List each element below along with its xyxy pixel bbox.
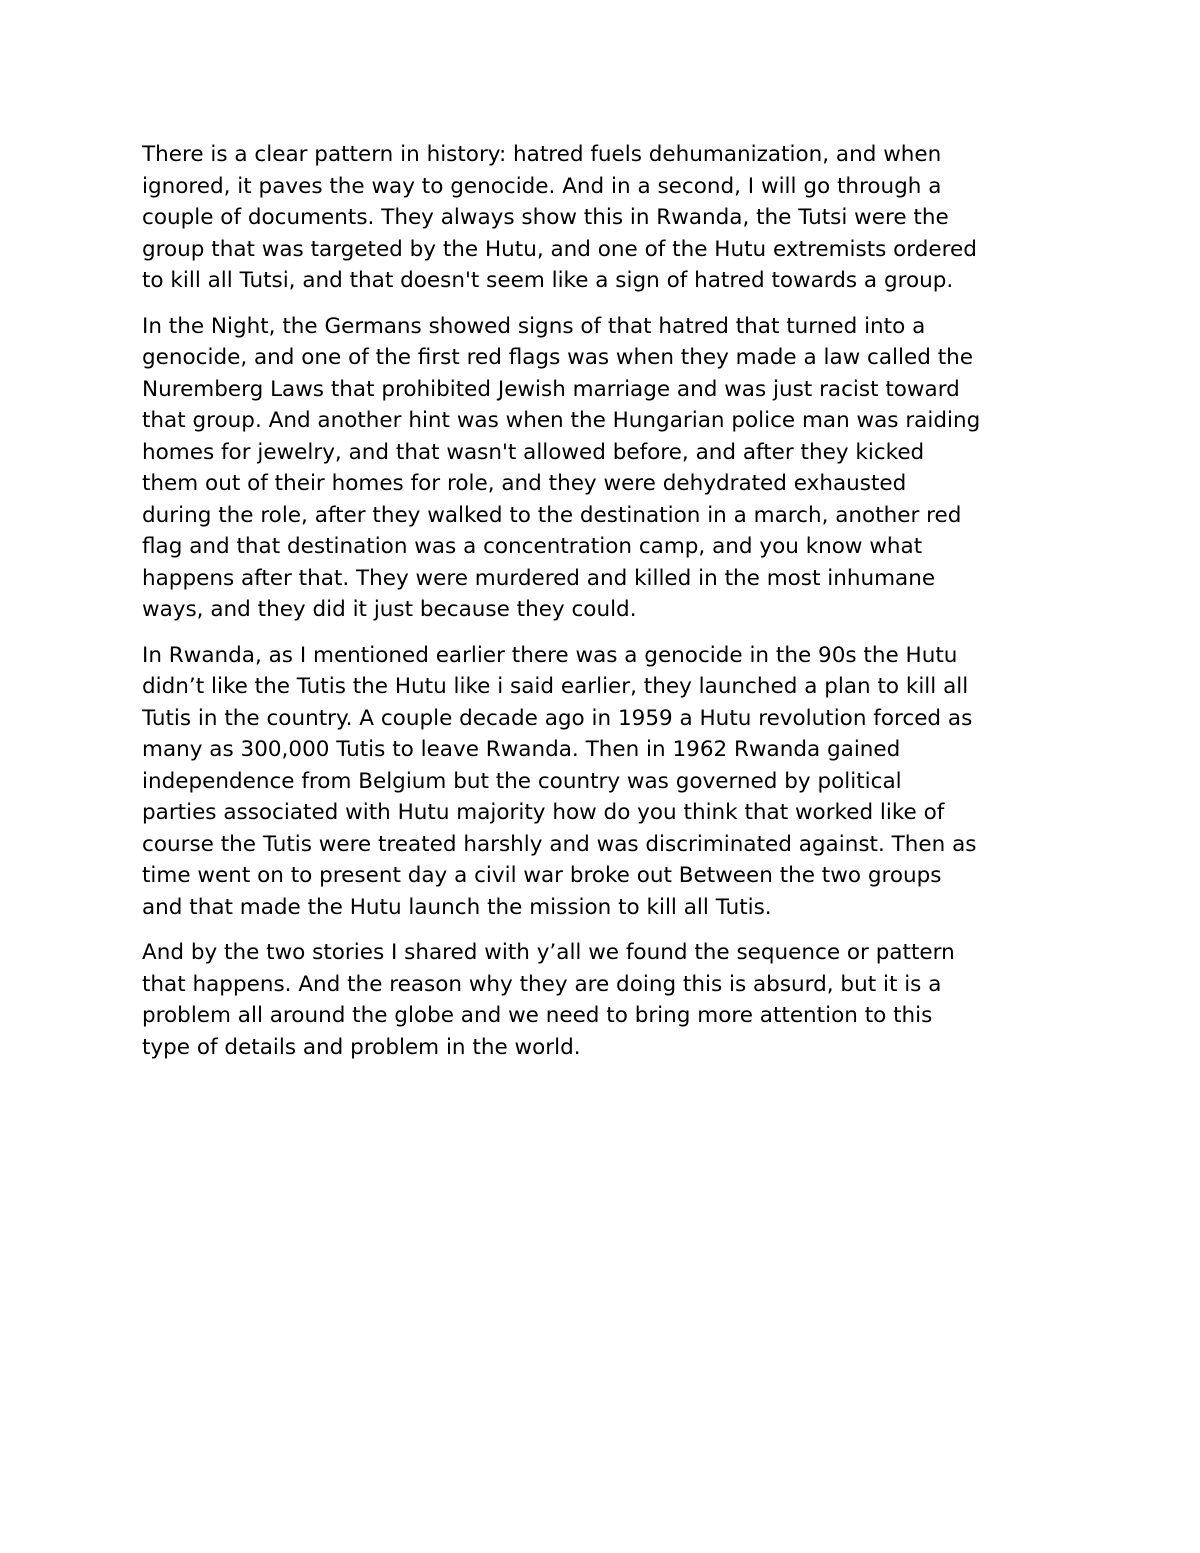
text-line: during the role, after they walked to the destination in a march, another red	[142, 502, 962, 528]
text-line: problem all around the globe and we need to bring more attention to this	[142, 1003, 933, 1028]
text-line: course the Tutis were treated harshly and was discriminated against. Then as	[142, 831, 977, 857]
text-line: time went on to present day a civil war broke out Between the two groups	[142, 863, 942, 888]
text-line: In Rwanda, as I mentioned earlier there was a genocide in the 90s the Hutu	[142, 642, 958, 668]
text-line: Nuremberg Laws that prohibited Jewish marriage and was just racist toward	[142, 376, 960, 402]
text-line: Tutis in the country. A couple decade ago in 1959 a Hutu revolution forced as	[142, 705, 973, 731]
document-body	[142, 139, 1067, 1077]
text-line: There is a clear pattern in history: hatred fuels dehumanization, and when	[142, 142, 942, 167]
paragraph-1	[142, 139, 1067, 297]
text-line: group that was targeted by the Hutu, and one of the Hutu extremists ordered	[142, 236, 977, 262]
text-line: didn’t like the Tutis the Hutu like i said earlier, they launched a plan to kill all	[142, 674, 969, 699]
text-line: and that made the Hutu launch the mission to kill all Tutis.	[142, 894, 772, 920]
text-line: parties associated with Hutu majority how do you think that worked like of	[142, 800, 945, 825]
text-line: In the Night, the Germans showed signs of that hatred that turned into a	[142, 313, 926, 339]
text-line: flag and that destination was a concentration camp, and you know what	[142, 534, 923, 559]
text-line: ignored, it paves the way to genocide. And in a second, I will go through a	[142, 173, 942, 199]
text-line: And by the two stories I shared with y’all we found the sequence or pattern	[142, 940, 955, 965]
text-line: couple of documents. They always show this in Rwanda, the Tutsi were the	[142, 205, 949, 230]
text-line: ways, and they did it just because they could.	[142, 597, 637, 622]
text-line: independence from Belgium but the country was governed by political	[142, 768, 902, 794]
paragraph-2	[142, 311, 1067, 626]
text-line: type of details and problem in the world.	[142, 1034, 581, 1060]
text-line: homes for jewelry, and that wasn't allowed before, and after they kicked	[142, 439, 925, 465]
paragraph-3	[142, 640, 1067, 924]
paragraph-4	[142, 937, 1067, 1063]
text-line: that happens. And the reason why they are doing this is absurd, but it is a	[142, 971, 942, 997]
text-line: that group. And another hint was when the Hungarian police man was raiding	[142, 408, 981, 433]
text-line: many as 300,000 Tutis to leave Rwanda. Then in 1962 Rwanda gained	[142, 737, 901, 762]
text-line: genocide, and one of the first red flags was when they made a law called the	[142, 345, 973, 370]
text-line: to kill all Tutsi, and that doesn't seem like a sign of hatred towards a group.	[142, 268, 954, 293]
text-line: them out of their homes for role, and they were dehydrated exhausted	[142, 471, 907, 496]
text-line: happens after that. They were murdered and killed in the most inhumane	[142, 565, 936, 591]
